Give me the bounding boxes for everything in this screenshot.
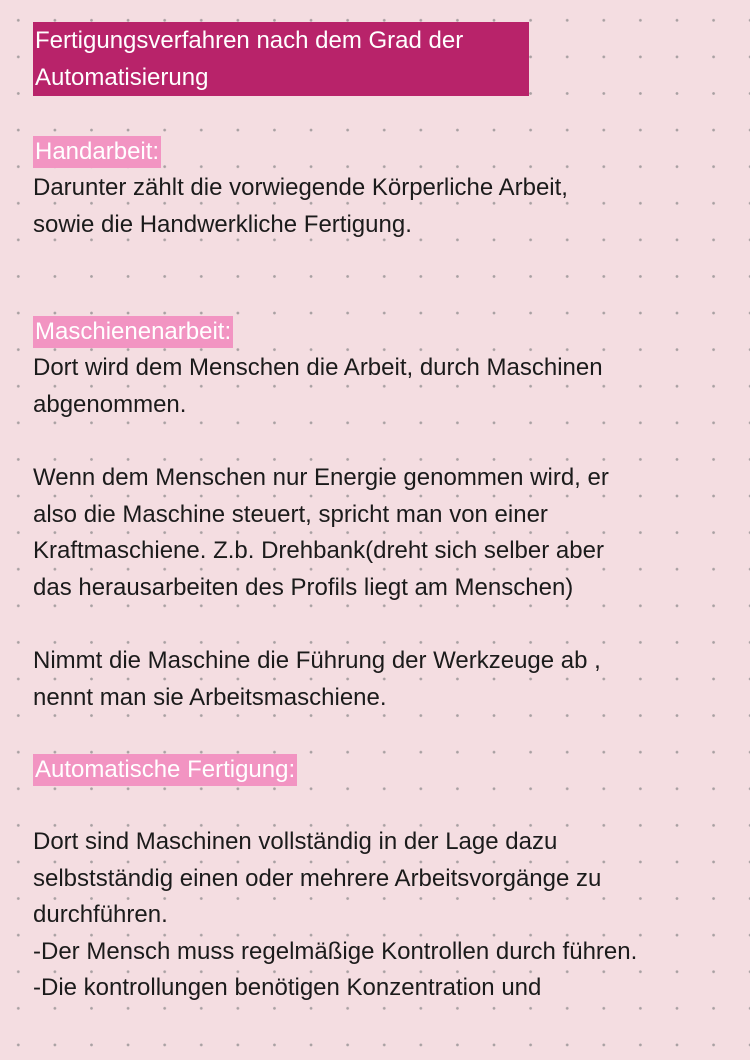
- paragraph-automatische-fertigung: Dort sind Maschinen vollständig in der Lage dazu selbstständig einen oder mehrere Arbeitsvorgänge zu durchführen. -Der Mensch muss regelmäßige Kontrollen durch führen. -Die kontrollungen benötigen Konzentration und: [33, 828, 638, 1002]
- section-maschinenarbeit: [33, 316, 233, 348]
- section-handarbeit-body: [33, 170, 568, 243]
- paragraph-handarbeit: Darunter zählt die vorwiegende Körperliche Arbeit, sowie die Handwerkliche Fertigung.: [33, 174, 568, 238]
- section-handarbeit: [33, 136, 161, 168]
- section-automatische-fertigung-body: [33, 824, 637, 1007]
- title-block: [33, 22, 529, 96]
- section-heading-automatische-fertigung: Automatische Fertigung:: [33, 754, 297, 786]
- paragraph-arbeitsmaschiene: Nimmt die Maschine die Führung der Werkzeuge ab , nennt man sie Arbeitsmaschiene.: [33, 647, 601, 711]
- paragraph-maschinenarbeit-1: Dort wird dem Menschen die Arbeit, durch Maschinen abgenommen.: [33, 354, 603, 418]
- section-automatische-fertigung: [33, 754, 297, 786]
- section-maschinenarbeit-body-1: [33, 350, 603, 423]
- section-maschinenarbeit-body-2: [33, 460, 609, 606]
- section-heading-handarbeit: Handarbeit:: [33, 136, 161, 168]
- paragraph-kraftmaschiene: Wenn dem Menschen nur Energie genommen wird, er also die Maschine steuert, spricht man von einer Kraftmaschiene. Z.b. Drehbank(dreht sich selber aber das herausarbeiten des Profils liegt am Menschen): [33, 464, 609, 601]
- section-maschinenarbeit-body-3: [33, 643, 601, 716]
- page-title: Fertigungsverfahren nach dem Grad der Automatisierung: [33, 22, 529, 96]
- section-heading-maschienenarbeit: Maschienenarbeit:: [33, 316, 233, 348]
